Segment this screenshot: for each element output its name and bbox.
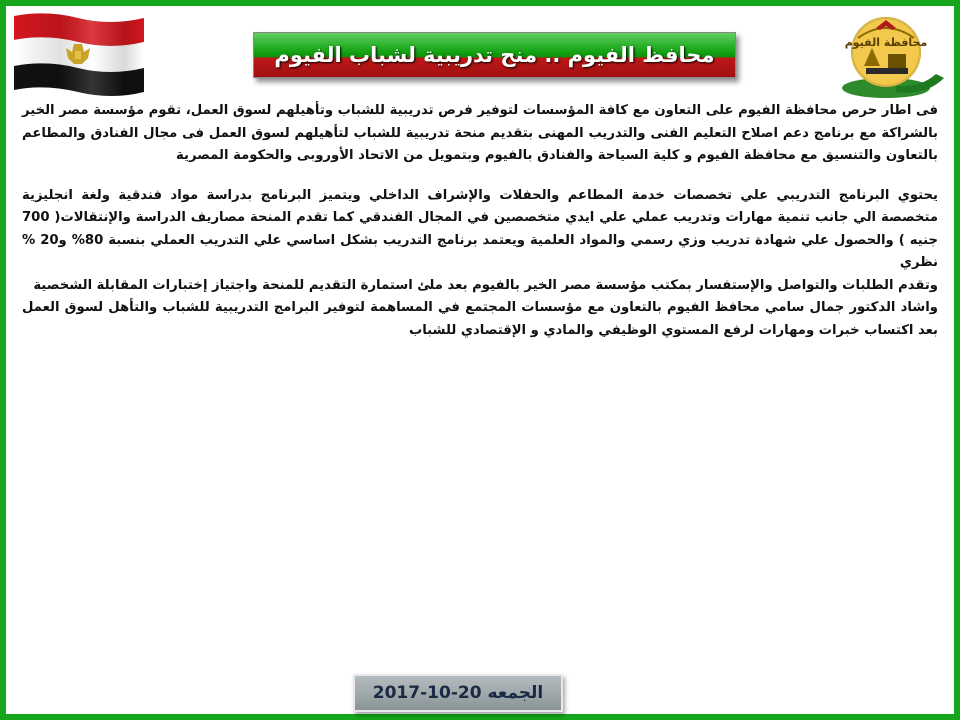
date-badge	[353, 674, 563, 712]
article-body	[22, 100, 938, 342]
date-label: الجمعه 20-10-2017	[372, 683, 544, 703]
fayoum-governorate-logo-icon	[836, 8, 948, 102]
logo-text: محافظة الفيوم	[844, 36, 928, 49]
title-banner	[253, 32, 736, 78]
article-paragraph-1: فى اطار حرص محافظة الفيوم على التعاون مع كافة المؤسسات لتوفير فرص تدريبية للشباب وتأهيلهم لسوق العمل، تقوم مؤسسة مصر الخير بالشراكة مع برنامج دعم اصلاح التعليم الفنى والتدريب المهنى بتقديم منحة تدريبية للشباب لتأهيلهم لسوق العمل فى مجال الفنادق والمطاعم بالتعاون والتنسيق مع محافظة الفيوم و كلية السياحة والفنادق بالفيوم وبتمويل من الاتحاد الأوروبى والحكومة المصرية	[22, 103, 938, 163]
article-paragraph-3: وتقدم الطلبات والتواصل والإستفسار بمكتب مؤسسة مصر الخير بالفيوم بعد ملئ استمارة التقديم للمنحة واجتياز إختبارات المقابلة الشخصية	[33, 277, 938, 293]
article-paragraph-2: يحتوي البرنامج التدريبي علي تخصصات خدمة المطاعم والحفلات والإشراف الداخلي ويتميز البرنامج بدراسة مواد فندقية ولغة انجليزية متخصصة الي جانب تنمية مهارات وتدريب عملي علي ايدي متخصصين في المجال الفندقي كما تقدم المنحة مصاريف الدراسة والإنتقالات( 700 جنيه ) والحصول علي شهادة تدريب وزي رسمي والمواد العلمية ويعتمد برنامج التدريب بشكل اساسي علي التدريب العملي بنسبة 80% و20 % نظري	[22, 187, 938, 270]
egypt-flag-icon	[12, 10, 146, 98]
page-title: محافظ الفيوم .. منح تدريبية لشباب الفيوم	[274, 43, 715, 67]
article-paragraph-4: واشاد الدكتور جمال سامي محافظ الفيوم بالتعاون مع مؤسسات المجتمع في المساهمة لتوفير البرامج التدريبية للشباب والتأهل لسوق العمل بعد اكتساب خبرات ومهارات لرفع المستوي الوظيفي والمادي و الإقتصادي للشباب	[22, 300, 938, 338]
